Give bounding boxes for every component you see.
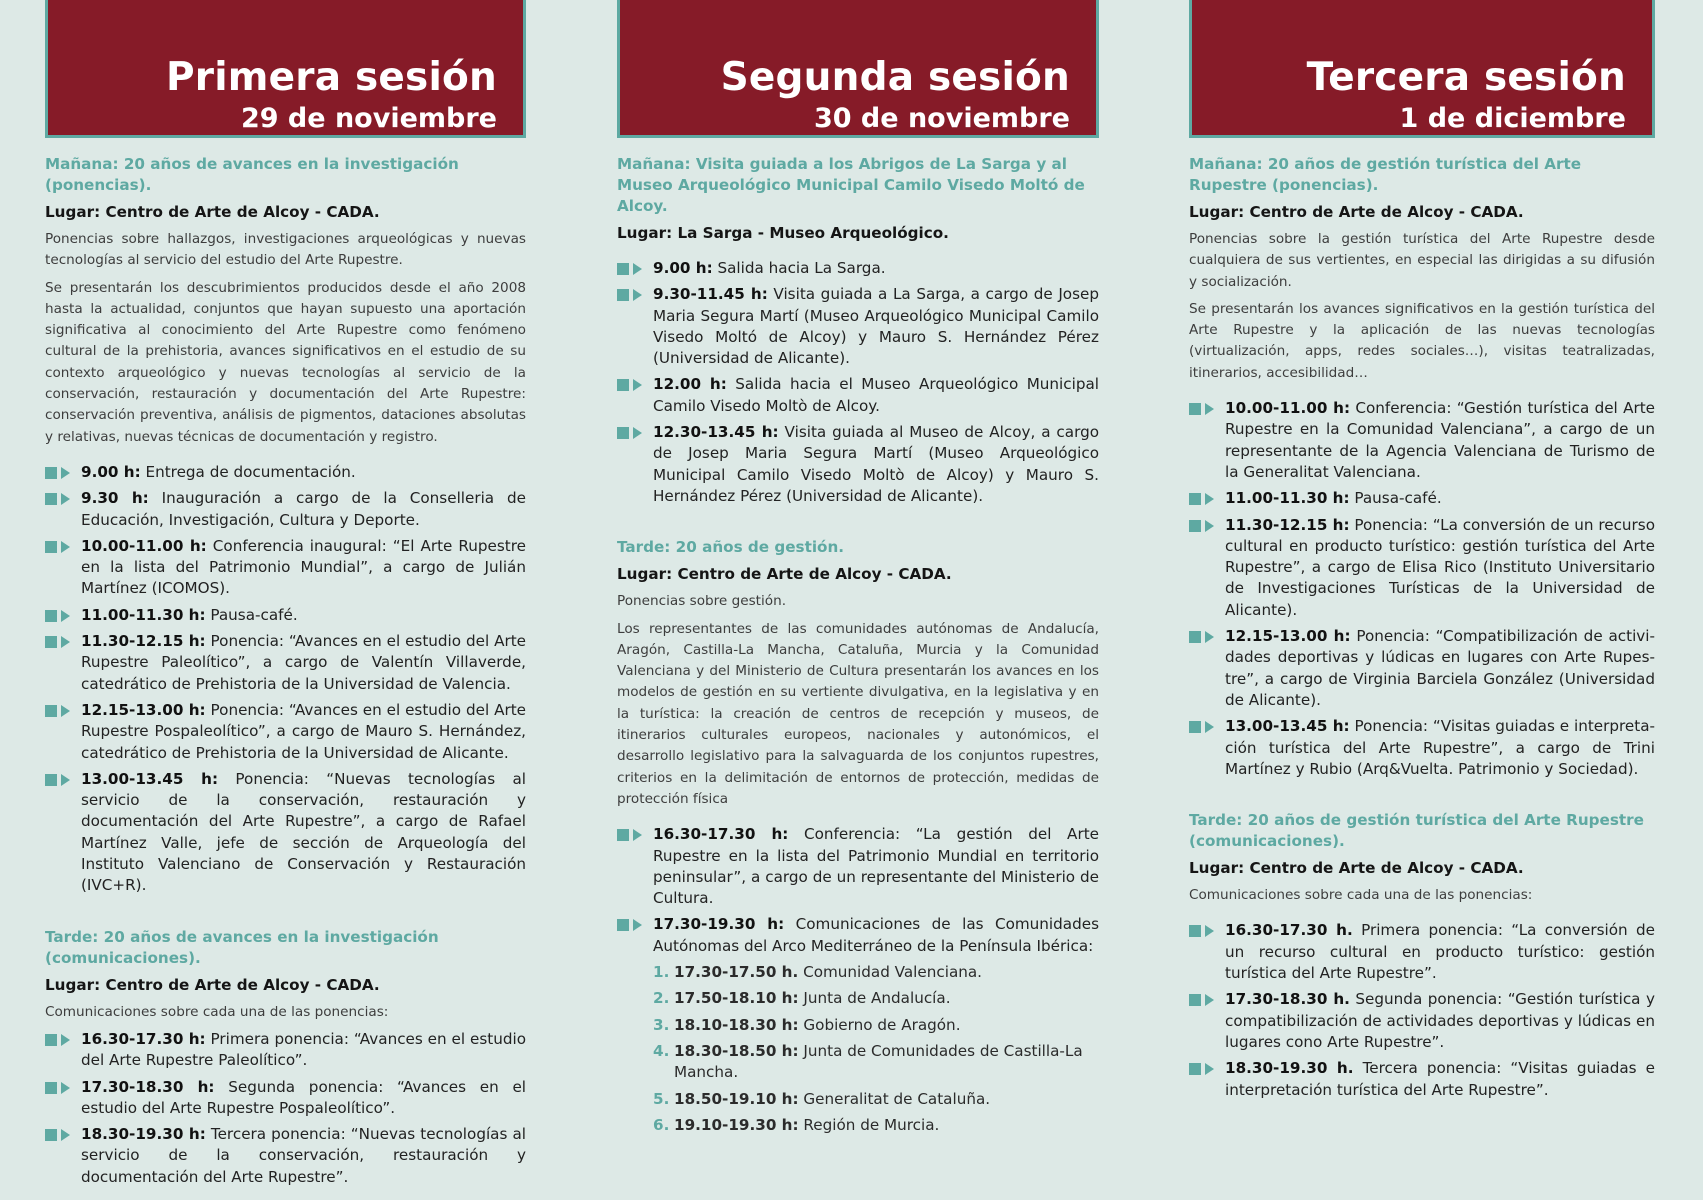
square-arrow-bullet-icon — [45, 1129, 71, 1141]
square-arrow-bullet-icon — [45, 705, 71, 717]
session-column-3 — [1189, 0, 1655, 1106]
square-arrow-bullet-icon — [617, 427, 643, 439]
square-arrow-bullet-icon — [45, 636, 71, 648]
region-item — [653, 962, 1099, 983]
paragraph: Comunicaciones sobre cada una de las ponencias: — [45, 1003, 389, 1020]
item-text: Ponencia: “La conversión de un recurso cultural en producto turístico: gestión turística del Arte Rupestre”, a cargo de Elisa Rico (Instituto Universitario de Investigaciones Turísticas de la Universidad de Alicante). — [1225, 515, 1656, 619]
session-header — [1189, 0, 1655, 138]
square-arrow-bullet-icon — [617, 379, 643, 391]
region-item — [653, 1015, 1099, 1036]
schedule-item — [45, 488, 526, 531]
item-text: Segunda ponencia: “Gestión turística y compatibilización de actividades deportivas y lúdicas en lugares cono Arte Rupestre”. — [1225, 990, 1655, 1051]
region-item — [653, 1089, 1099, 1110]
morning-block — [45, 154, 526, 897]
item-text: Entrega de documentación. — [145, 462, 356, 481]
schedule-item — [45, 769, 526, 897]
item-text: Primera ponencia: “La conversión de un recurso cultural en producto turístico: gestión turística del Arte Rupestre”. — [1225, 921, 1655, 983]
schedule-item — [1189, 1058, 1655, 1101]
item-time: 16.30-17.30 h: — [81, 1029, 206, 1048]
schedule-item — [1189, 515, 1655, 621]
item-text: Ponencia: “Avances en el estudio del Arte Rupestre Paleolítico”, a cargo de Valentín Villaverde, catedrático de Prehistoria de la Universidad de Valencia. — [81, 632, 526, 693]
paragraph: Los representantes de las comunidades autónomas de Andalucía, Aragón, Castilla-La Mancha, Cataluña, Murcia y la Comunidad Valenciana y del Ministerio de Cultura presentarán los avances en los modelos de gestión en su vertiente divulgativa, en la legislativa y en la turística: la creación de centros de recepción y museos, de itinerarios culturales europeos, nacionales y autonómicos, el desarrollo legislativo para la salvaguarda de los conjuntos rupestres, criterios en la delimitación de entornos de protección, medidas de protección física — [617, 620, 1099, 807]
schedule-item — [617, 824, 1099, 909]
schedule-item — [617, 374, 1099, 417]
item-text: Salida hacia La Sarga. — [717, 259, 886, 277]
item-time: 13.00-13.45 h: — [81, 769, 219, 788]
session-column-2 — [617, 0, 1099, 1141]
paragraph: Ponencias sobre gestión. — [617, 593, 787, 610]
schedule-list — [1189, 920, 1655, 1100]
morning-block — [1189, 154, 1655, 780]
region-number: 5. — [653, 1089, 670, 1108]
schedule-item — [45, 605, 526, 626]
block-place: Lugar: Centro de Arte de Alcoy - CADA. — [45, 203, 380, 221]
schedule-item — [1189, 626, 1655, 711]
schedule-item — [45, 700, 526, 764]
item-time: 9.30 h: — [81, 489, 149, 508]
item-time: 18.30-19.30 h. — [1225, 1059, 1354, 1078]
square-arrow-bullet-icon — [1189, 631, 1215, 643]
item-text: Inauguración a cargo de la Conselleria de Educación, Investigación, Cultura y Deporte. — [81, 489, 526, 529]
block-place: Lugar: La Sarga - Museo Arqueológico. — [617, 224, 949, 242]
schedule-list — [45, 1029, 526, 1188]
square-arrow-bullet-icon — [617, 289, 643, 301]
item-time: 18.30-18.50 h: — [674, 1041, 799, 1060]
paragraph: Se presentarán los avances significativos en la gestión turística del Arte Rupestre y la aplicación de las nuevas tecnologías (virtualización, apps, redes sociales…), visitas teatralizadas, itinerarios, accesibilidad… — [1189, 300, 1655, 381]
item-text: Pausa-café. — [210, 605, 298, 624]
paragraph: Ponencias sobre hallazgos, investigaciones arqueológicas y nuevas tecnologías al servicio del estudio del Arte Rupestre. — [45, 231, 526, 269]
square-arrow-bullet-icon — [1189, 493, 1215, 505]
square-arrow-bullet-icon — [45, 493, 71, 505]
item-time: 19.10-19.30 h: — [674, 1115, 799, 1134]
region-item — [653, 1041, 1099, 1084]
item-text: Comunidad Valenciana. — [803, 963, 983, 982]
paragraph: Comunicaciones sobre cada una de las ponencias: — [1189, 887, 1533, 904]
item-time: 17.30-17.50 h. — [674, 963, 799, 982]
schedule-item — [617, 258, 1099, 279]
square-arrow-bullet-icon — [1189, 403, 1215, 415]
square-arrow-bullet-icon — [617, 829, 643, 841]
paragraph: Se presentarán los descubrimientos producidos desde el año 2008 hasta la actualidad, conjuntos que hayan supuesto una aportación significativa al conocimiento del Arte Rupestre como fenómeno cultural de la prehistoria, avances significativos en el estudio de su contexto arqueológico y nuevas tecnologías al servicio de la conservación, restauración y documentación del Arte Rupestre: conservación preventiva, análisis de pigmentos, dataciones absolutas y relativas, nuevas técnicas de documentación y registro. — [45, 279, 526, 445]
square-arrow-bullet-icon — [45, 1082, 71, 1094]
item-text: Primera ponencia: “Avances en el estudio del Arte Rupestre Paleolítico”. — [81, 1029, 526, 1070]
region-number: 3. — [653, 1015, 670, 1034]
item-time: 10.00-11.00 h: — [81, 536, 207, 555]
block-place: Lugar: Centro de Arte de Alcoy - CADA. — [617, 565, 952, 584]
afternoon-block — [617, 537, 1099, 1136]
item-time: 9.00 h: — [81, 462, 141, 481]
item-text: Conferencia: “La gestión del Arte Rupestre en la lista del Patrimonio Mundial en territorio peninsular”, a cargo de un representante del Ministerio de Cultura. — [653, 825, 1099, 908]
block-title: Tarde: 20 años de avances en la investigación (comunicaciones). — [45, 927, 439, 967]
afternoon-block — [45, 927, 526, 1188]
item-text: Comunicaciones de las Comunidades Autónomas del Arco Mediterráneo de la Península Ibérica: — [653, 915, 1099, 955]
item-time: 12.15-13.00 h: — [1225, 627, 1351, 646]
square-arrow-bullet-icon — [45, 467, 71, 479]
item-time: 12.00 h: — [653, 375, 727, 394]
item-time: 12.30-13.45 h: — [653, 423, 779, 442]
session-date: 29 de noviembre — [240, 103, 497, 134]
item-text: Ponencia: “Visitas guiadas e interpreta-ción turística del Arte Rupestre”, a cargo de Trini Martínez y Rubio (Arq&Vuelta. Patrimonio y Sociedad). — [1225, 717, 1656, 778]
item-text: Pausa-café. — [1354, 489, 1442, 508]
item-text: Conferencia: “Gestión turística del Arte Rupestre en la Comunidad Valenciana”, a cargo de un representante de la Agencia Valenciana de Turismo de la Generalitat Valenciana. — [1225, 399, 1656, 481]
schedule-list — [617, 824, 1099, 957]
schedule-item — [1189, 989, 1655, 1053]
square-arrow-bullet-icon — [45, 1034, 71, 1046]
schedule-item — [45, 1124, 526, 1188]
session-date: 1 de diciembre — [1399, 103, 1626, 134]
item-time: 18.30-19.30 h: — [81, 1125, 206, 1144]
region-number: 1. — [653, 963, 670, 982]
block-title: Mañana: 20 años de avances en la investigación (ponencias). — [45, 155, 459, 194]
schedule-item — [1189, 398, 1655, 483]
square-arrow-bullet-icon — [1189, 520, 1215, 532]
schedule-item — [45, 536, 526, 600]
item-text: Visita guiada al Museo de Alcoy, a cargo de Josep Maria Segura Martí (Museo Arqueológico Municipal Camilo Visedo Moltò de Alcoy) y Mauro S. Hernández Pérez (Universidad de Alicante). — [653, 423, 1100, 505]
schedule-item — [617, 284, 1099, 369]
item-text: Región de Murcia. — [803, 1115, 940, 1134]
region-item — [653, 1115, 1099, 1136]
item-time: 11.00-11.30 h: — [1225, 489, 1350, 508]
schedule-item — [1189, 488, 1655, 509]
square-arrow-bullet-icon — [45, 541, 71, 553]
block-title: Tarde: 20 años de gestión. — [617, 538, 845, 557]
block-place: Lugar: Centro de Arte de Alcoy - CADA. — [45, 975, 380, 994]
schedule-item — [45, 1077, 526, 1120]
item-text: Conferencia inaugural: “El Arte Rupestre en la lista del Patrimonio Mundial”, a cargo de Julián Martínez (ICOMOS). — [81, 536, 527, 598]
session-title: Segunda sesión — [720, 55, 1070, 100]
session-column-1 — [45, 0, 526, 1193]
square-arrow-bullet-icon — [617, 263, 643, 275]
square-arrow-bullet-icon — [1189, 721, 1215, 733]
item-text: Segunda ponencia: “Avances en el estudio del Arte Rupestre Pospaleolítico”. — [81, 1077, 527, 1117]
session-header — [617, 0, 1099, 138]
block-title: Mañana: Visita guiada a los Abrigos de La Sarga y al Museo Arqueológico Municipal Camilo Visedo Moltó de Alcoy. — [617, 155, 1085, 215]
square-arrow-bullet-icon — [45, 610, 71, 622]
block-place: Lugar: Centro de Arte de Alcoy - CADA. — [1189, 859, 1524, 878]
region-item — [653, 988, 1099, 1009]
square-arrow-bullet-icon — [617, 919, 643, 931]
region-number: 4. — [653, 1041, 670, 1060]
item-time: 13.00-13.45 h: — [1225, 717, 1350, 736]
item-time: 11.30-12.15 h: — [81, 632, 206, 651]
block-title: Tarde: 20 años de gestión turística del Arte Rupestre (comunicaciones). — [1189, 811, 1644, 851]
schedule-item — [1189, 920, 1655, 984]
region-list — [617, 962, 1099, 1136]
item-time: 11.00-11.30 h: — [81, 605, 206, 624]
item-text: Ponencia: “Compatibilización de activi-dades deportivas y lúdicas en lugares con Arte Rupes-tre”, a cargo de Virginia Barciela González (Universidad de Alicante). — [1225, 627, 1655, 709]
item-text: Ponencia: “Nuevas tecnologías al servicio de la conservación, restauración y documentación del Arte Rupestre”, a cargo de Rafael Martínez Valle, jefe de sección de Arqueología del Instituto Valenciano de Conservación y Restauración (IVC+R). — [81, 769, 526, 895]
item-time: 9.00 h: — [653, 259, 713, 277]
square-arrow-bullet-icon — [1189, 1063, 1215, 1075]
morning-block — [617, 154, 1099, 507]
item-time: 17.50-18.10 h: — [674, 989, 799, 1008]
item-text: Junta de Comunidades de Castilla-La Mancha. — [674, 1041, 1083, 1082]
item-text: Junta de Andalucía. — [803, 989, 951, 1008]
item-time: 17.30-18.30 h: — [81, 1077, 215, 1096]
schedule-list — [45, 462, 526, 897]
item-time: 12.15-13.00 h: — [81, 700, 206, 719]
schedule-item — [617, 914, 1099, 957]
item-time: 16.30-17.30 h. — [1225, 921, 1353, 940]
session-date: 30 de noviembre — [813, 103, 1070, 134]
region-number: 6. — [653, 1115, 670, 1134]
schedule-list — [1189, 398, 1655, 780]
item-text: Visita guiada a La Sarga, a cargo de Josep Maria Segura Martí (Museo Arqueológico Municipal Camilo Visedo Moltó de Alcoy) y Mauro S. Hernández Pérez (Universidad de Alicante). — [653, 285, 1099, 368]
item-time: 10.00-11.00 h: — [1225, 399, 1351, 418]
item-text: Generalitat de Cataluña. — [803, 1089, 991, 1108]
schedule-item — [45, 462, 526, 483]
square-arrow-bullet-icon — [1189, 925, 1215, 937]
item-text: Tercera ponencia: “Visitas guiadas e interpretación turística del Arte Rupestre”. — [1225, 1059, 1655, 1099]
item-text: Salida hacia el Museo Arqueológico Municipal Camilo Visedo Moltò de Alcoy. — [653, 375, 1100, 415]
item-time: 9.30-11.45 h: — [653, 285, 768, 304]
block-place: Lugar: Centro de Arte de Alcoy - CADA. — [1189, 203, 1524, 221]
session-title: Primera sesión — [165, 55, 497, 100]
item-time: 11.30-12.15 h: — [1225, 515, 1350, 534]
item-time: 16.30-17.30 h: — [653, 825, 789, 844]
schedule-item — [45, 631, 526, 695]
block-title: Mañana: 20 años de gestión turística del Arte Rupestre (ponencias). — [1189, 155, 1582, 194]
schedule-item — [45, 1029, 526, 1072]
schedule-list — [617, 258, 1099, 507]
item-time: 18.10-18.30 h: — [674, 1015, 799, 1034]
item-text: Tercera ponencia: “Nuevas tecnologías al servicio de la conservación, restauración y documentación del Arte Rupestre”. — [81, 1125, 526, 1186]
session-header — [45, 0, 526, 138]
item-text: Gobierno de Aragón. — [803, 1015, 961, 1034]
item-time: 17.30-18.30 h. — [1225, 990, 1350, 1009]
session-title: Tercera sesión — [1306, 55, 1626, 100]
paragraph: Ponencias sobre la gestión turística del Arte Rupestre desde cualquiera de sus vertientes, en especial las dirigidas a su difusión y socialización. — [1189, 231, 1655, 290]
schedule-item — [617, 422, 1099, 507]
square-arrow-bullet-icon — [1189, 994, 1215, 1006]
item-time: 18.50-19.10 h: — [674, 1089, 799, 1108]
square-arrow-bullet-icon — [45, 774, 71, 786]
region-number: 2. — [653, 989, 670, 1008]
item-time: 17.30-19.30 h: — [653, 915, 785, 934]
afternoon-block — [1189, 810, 1655, 1101]
item-text: Ponencia: “Avances en el estudio del Arte Rupestre Pospaleolítico”, a cargo de Mauro S. Hernández, catedrático de Prehistoria de la Universidad de Alicante. — [81, 700, 526, 762]
schedule-item — [1189, 716, 1655, 780]
